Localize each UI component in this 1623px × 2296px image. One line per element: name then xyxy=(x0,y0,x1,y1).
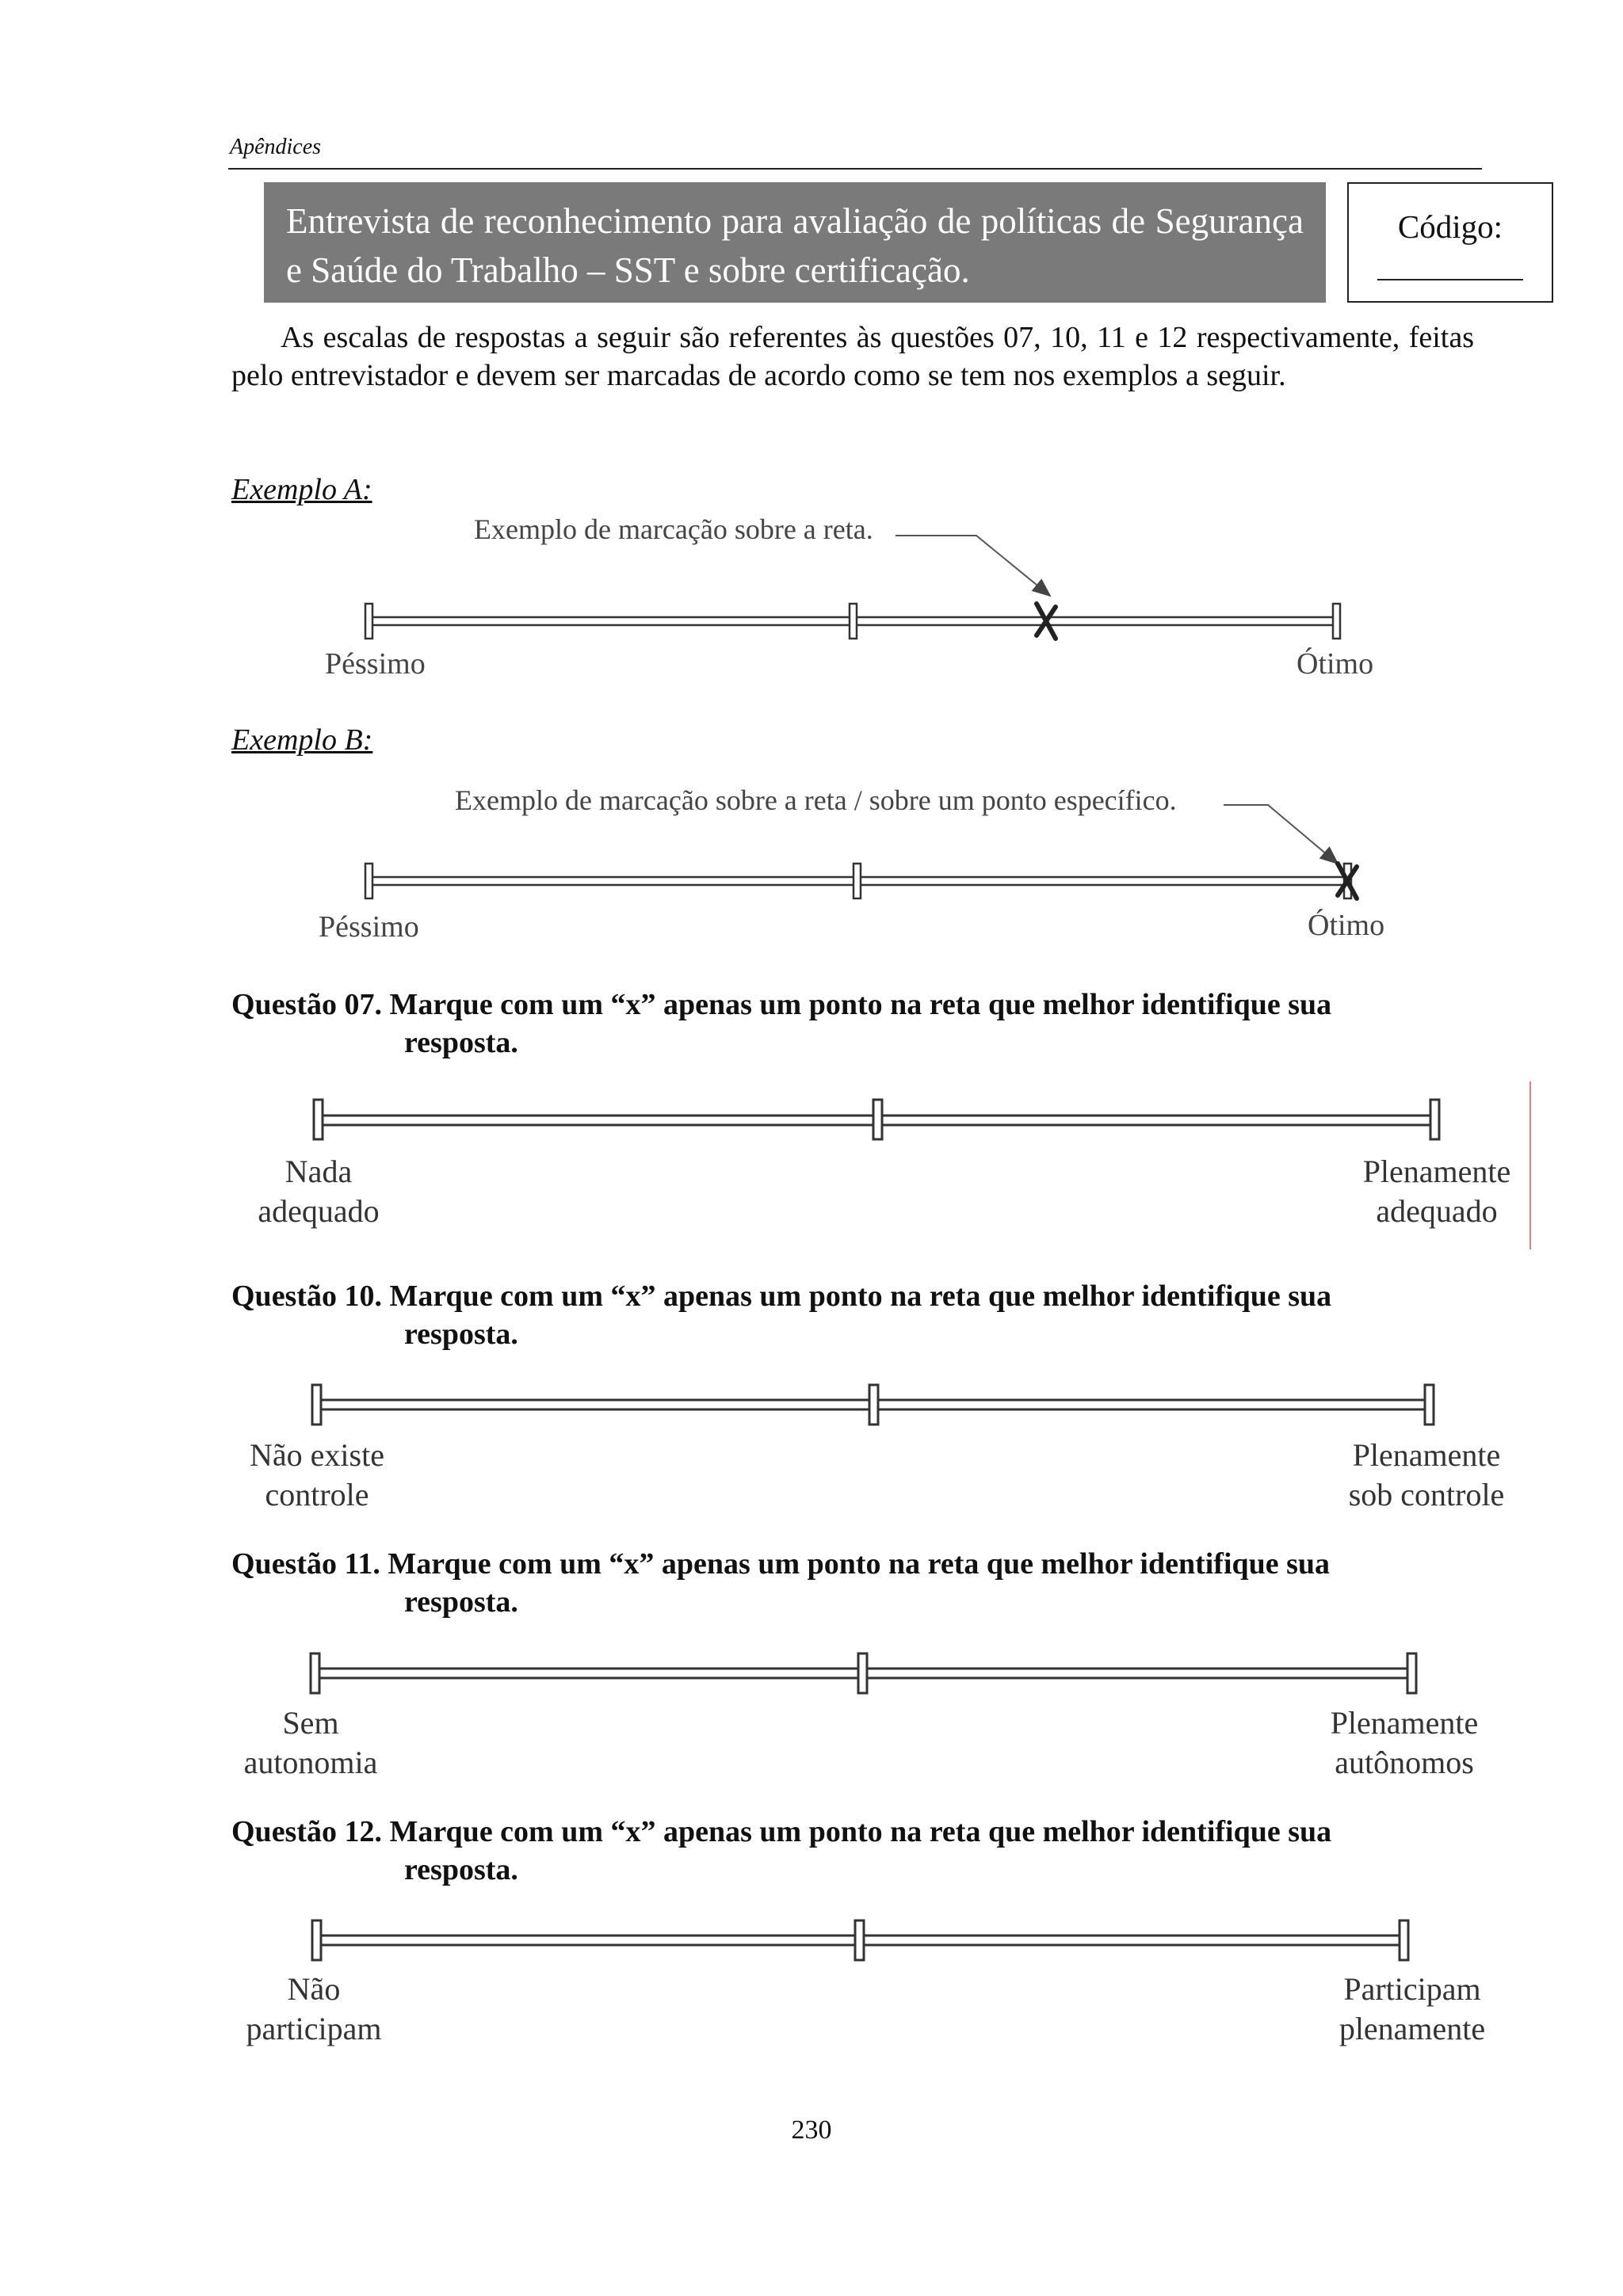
example-a-arrow xyxy=(896,536,1050,596)
q07-tick-left xyxy=(314,1100,323,1139)
question-11-text: Marque com um “x” apenas um ponto na reta que melhor identifique sua xyxy=(388,1547,1331,1581)
question-07-continuation: resposta. xyxy=(404,1026,518,1059)
section-header: Apêndices xyxy=(230,135,322,159)
question-12-number: Questão 12. xyxy=(231,1815,382,1848)
example-a-scale xyxy=(325,513,1373,681)
document-title: Entrevista de reconhecimento para avaliação de políticas de Segurança e Saúde do Trabalho – SST e sobre certificação. xyxy=(264,182,1326,303)
q11-left-label-1: Sem xyxy=(282,1705,339,1741)
example-b-arrow xyxy=(1224,805,1338,864)
q07-right-label-2: adequado xyxy=(1376,1193,1498,1229)
q07-tick-mid xyxy=(873,1100,882,1139)
q10-tick-right xyxy=(1425,1385,1434,1425)
example-a-note: Exemplo de marcação sobre a reta. xyxy=(474,513,873,545)
question-11-scale xyxy=(244,1653,1479,1780)
question-12-scale xyxy=(246,1920,1485,2046)
q12-right-label-1: Participam xyxy=(1343,1971,1481,2007)
example-a-tick-mid xyxy=(850,604,857,639)
q07-left-label-1: Nada xyxy=(285,1154,353,1189)
q12-tick-mid xyxy=(855,1920,864,1960)
q11-tick-left xyxy=(311,1653,319,1693)
example-b-note: Exemplo de marcação sobre a reta / sobre um ponto específico. xyxy=(455,784,1177,816)
q12-right-label-2: plenamente xyxy=(1338,2011,1486,2046)
question-10-text: Marque com um “x” apenas um ponto na reta que melhor identifique sua xyxy=(389,1280,1332,1313)
q10-right-label-2: sob controle xyxy=(1348,1477,1505,1512)
example-a-label: Exemplo A: xyxy=(231,473,372,506)
q12-tick-right xyxy=(1400,1920,1408,1960)
q10-tick-mid xyxy=(869,1385,878,1425)
example-a-right-label: Ótimo xyxy=(1296,647,1374,681)
q07-tick-right xyxy=(1430,1100,1439,1139)
example-b-right-label: Ótimo xyxy=(1308,909,1385,942)
q10-left-label-1: Não existe xyxy=(250,1437,384,1473)
example-b-tick-left xyxy=(365,864,372,898)
q07-left-label-2: adequado xyxy=(258,1193,380,1229)
page-number: 230 xyxy=(791,2115,832,2145)
intro-paragraph: As escalas de respostas a seguir são referentes às questões 07, 10, 11 e 12 respectivamente, feitas pelo entrevistador e devem ser marcadas de acordo como se tem nos exemplos a seguir. xyxy=(231,321,1474,392)
question-11-continuation: resposta. xyxy=(404,1585,518,1619)
q11-left-label-2: autonomia xyxy=(243,1745,378,1780)
question-07-text: Marque com um “x” apenas um ponto na reta que melhor identifique sua xyxy=(389,988,1332,1021)
question-10-number: Questão 10. xyxy=(231,1280,382,1313)
example-a-tick-left xyxy=(365,604,372,639)
question-10-scale xyxy=(250,1385,1504,1512)
code-label: Código: xyxy=(1397,208,1503,245)
question-07-scale xyxy=(258,1100,1510,1229)
q11-right-label-1: Plenamente xyxy=(1330,1705,1479,1741)
q10-left-label-2: controle xyxy=(265,1477,369,1512)
question-10-continuation: resposta. xyxy=(404,1318,518,1351)
q12-left-label-1: Não xyxy=(287,1971,341,2007)
question-11-number: Questão 11. xyxy=(231,1547,380,1581)
question-07-number: Questão 07. xyxy=(231,988,382,1021)
example-a-tick-right xyxy=(1333,604,1340,639)
example-a-left-label: Péssimo xyxy=(325,647,426,681)
q12-tick-left xyxy=(312,1920,321,1960)
example-b-label: Exemplo B: xyxy=(231,723,373,757)
question-12-text: Marque com um “x” apenas um ponto na reta que melhor identifique sua xyxy=(389,1815,1332,1848)
example-b-left-label: Péssimo xyxy=(319,910,419,944)
margin-mark xyxy=(1529,1081,1531,1249)
q10-right-label-1: Plenamente xyxy=(1352,1437,1501,1473)
q12-left-label-2: participam xyxy=(246,2011,382,2046)
q10-tick-left xyxy=(312,1385,321,1425)
q11-right-label-2: autônomos xyxy=(1335,1745,1474,1780)
q11-tick-mid xyxy=(858,1653,867,1693)
example-b-tick-mid xyxy=(854,864,861,898)
q11-tick-right xyxy=(1407,1653,1416,1693)
question-12-continuation: resposta. xyxy=(404,1853,518,1886)
example-b-scale xyxy=(319,784,1384,944)
q07-right-label-1: Plenamente xyxy=(1362,1154,1511,1189)
